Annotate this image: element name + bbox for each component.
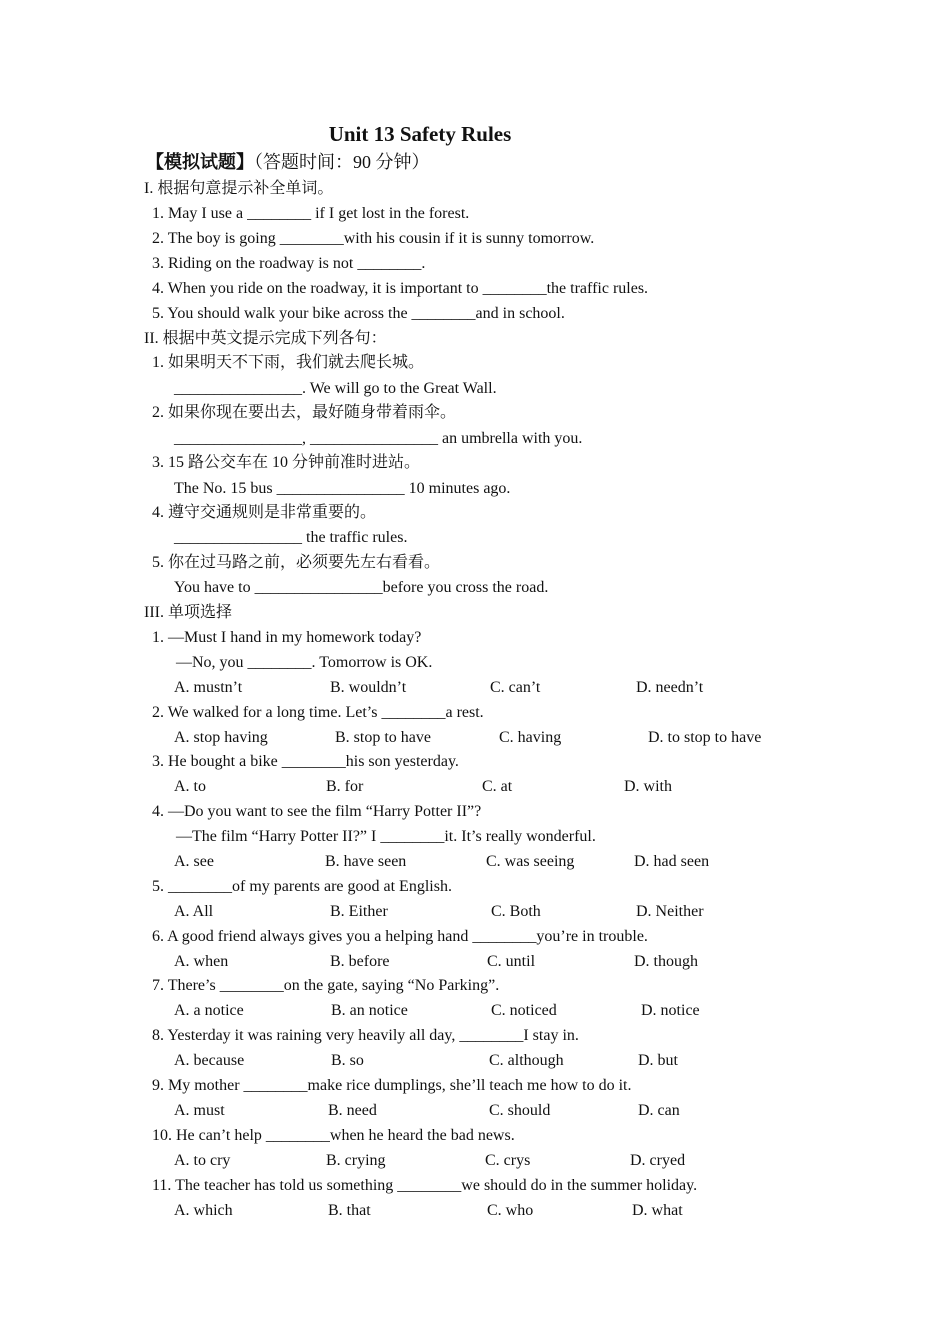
q4-question: 4. —Do you want to see the film “Harry Potter II”? xyxy=(152,803,482,820)
s1-item-4: 4. When you ride on the roadway, it is important to ________the traffic rules. xyxy=(152,280,649,297)
q1-response: —No, you ________. Tomorrow is OK. xyxy=(176,654,433,671)
exam-header xyxy=(146,152,430,172)
s2-item-3-en: The No. 15 bus ________________ 10 minutes ago. xyxy=(174,480,511,497)
q10-option-d: D. cryed xyxy=(630,1152,686,1169)
q6-option-c: C. until xyxy=(487,953,536,970)
s1-item-3: 3. Riding on the roadway is not ________. xyxy=(152,255,426,272)
page-title: Unit 13 Safety Rules xyxy=(328,122,512,146)
q11-option-d: D. what xyxy=(632,1202,683,1219)
s1-item-5: 5. You should walk your bike across the ________and in school. xyxy=(152,305,565,322)
q8-question: 8. Yesterday it was raining very heavily all day, ________I stay in. xyxy=(152,1027,579,1044)
exam-time: （答题时间：90 分钟） xyxy=(254,152,430,172)
s2-item-1-cn: 1. 如果明天不下雨，我们就去爬长城。 xyxy=(152,354,425,371)
q10-option-b: B. crying xyxy=(326,1152,386,1169)
q5-option-b: B. Either xyxy=(330,903,388,920)
q2-question: 2. We walked for a long time. Let’s ________a rest. xyxy=(152,704,484,721)
q10-question: 10. He can’t help ________when he heard the bad news. xyxy=(152,1127,515,1144)
s1-item-1: 1. May I use a ________ if I get lost in the forest. xyxy=(152,205,470,222)
q9-option-c: C. should xyxy=(489,1102,551,1119)
q1-option-d: D. needn’t xyxy=(636,679,704,696)
q10-option-a: A. to cry xyxy=(174,1152,231,1169)
q11-option-a: A. which xyxy=(174,1202,233,1219)
s2-item-4-cn: 4. 遵守交通规则是非常重要的。 xyxy=(152,504,377,521)
q5-option-c: C. Both xyxy=(491,903,541,920)
q8-option-d: D. but xyxy=(638,1052,678,1069)
section-1-heading: I. 根据句意提示补全单词。 xyxy=(144,180,334,197)
s2-item-2-en: ________________, ________________ an umbrella with you. xyxy=(174,430,583,447)
s2-item-3-cn: 3. 15 路公交车在 10 分钟前准时进站。 xyxy=(152,454,421,471)
exam-header-label: 【模拟试题】 xyxy=(146,152,254,172)
q1-option-c: C. can’t xyxy=(490,679,541,696)
q8-option-b: B. so xyxy=(331,1052,364,1069)
q8-option-c: C. although xyxy=(489,1052,564,1069)
s2-item-5-en: You have to ________________before you cross the road. xyxy=(174,579,549,596)
q4-option-a: A. see xyxy=(174,853,214,870)
q7-option-a: A. a notice xyxy=(174,1002,244,1019)
q9-option-d: D. can xyxy=(638,1102,680,1119)
s2-item-1-en: ________________. We will go to the Great Wall. xyxy=(174,380,497,397)
q5-option-a: A. All xyxy=(174,903,214,920)
q6-question: 6. A good friend always gives you a helping hand ________you’re in trouble. xyxy=(152,928,648,945)
q9-option-b: B. need xyxy=(328,1102,377,1119)
q5-option-d: D. Neither xyxy=(636,903,704,920)
q4-option-d: D. had seen xyxy=(634,853,710,870)
q1-question: 1. —Must I hand in my homework today? xyxy=(152,629,422,646)
s2-item-5-cn: 5. 你在过马路之前，必须要先左右看看。 xyxy=(152,554,441,571)
s1-item-2: 2. The boy is going ________with his cousin if it is sunny tomorrow. xyxy=(152,230,595,247)
q3-option-c: C. at xyxy=(482,778,513,795)
q4-option-c: C. was seeing xyxy=(486,853,575,870)
q3-option-d: D. with xyxy=(624,778,672,795)
q11-option-c: C. who xyxy=(487,1202,534,1219)
q2-option-c: C. having xyxy=(499,729,562,746)
q1-option-a: A. mustn’t xyxy=(174,679,243,696)
q4-option-b: B. have seen xyxy=(325,853,407,870)
q9-question: 9. My mother ________make rice dumplings, she’ll teach me how to do it. xyxy=(152,1077,632,1094)
q2-option-a: A. stop having xyxy=(174,729,268,746)
q4-response: —The film “Harry Potter II?” I ________it. It’s really wonderful. xyxy=(176,828,596,845)
section-3-heading: III. 单项选择 xyxy=(144,604,232,621)
q10-option-c: C. crys xyxy=(485,1152,531,1169)
q3-option-b: B. for xyxy=(326,778,364,795)
q7-option-d: D. notice xyxy=(641,1002,700,1019)
q5-question: 5. ________of my parents are good at English. xyxy=(152,878,452,895)
q7-option-c: C. noticed xyxy=(491,1002,557,1019)
q7-question: 7. There’s ________on the gate, saying “No Parking”. xyxy=(152,977,500,994)
q7-option-b: B. an notice xyxy=(331,1002,408,1019)
s2-item-2-cn: 2. 如果你现在要出去，最好随身带着雨伞。 xyxy=(152,404,457,421)
q6-option-a: A. when xyxy=(174,953,229,970)
q6-option-b: B. before xyxy=(330,953,390,970)
q3-option-a: A. to xyxy=(174,778,206,795)
q1-option-b: B. wouldn’t xyxy=(330,679,407,696)
q6-option-d: D. though xyxy=(634,953,698,970)
q8-option-a: A. because xyxy=(174,1052,245,1069)
q3-question: 3. He bought a bike ________his son yesterday. xyxy=(152,753,459,770)
section-2-heading: II. 根据中英文提示完成下列各句： xyxy=(144,330,387,347)
q2-option-d: D. to stop to have xyxy=(648,729,762,746)
q11-question: 11. The teacher has told us something ________we should do in the summer holiday. xyxy=(152,1177,698,1194)
s2-item-4-en: ________________ the traffic rules. xyxy=(174,529,408,546)
q11-option-b: B. that xyxy=(328,1202,371,1219)
q2-option-b: B. stop to have xyxy=(335,729,431,746)
q9-option-a: A. must xyxy=(174,1102,225,1119)
